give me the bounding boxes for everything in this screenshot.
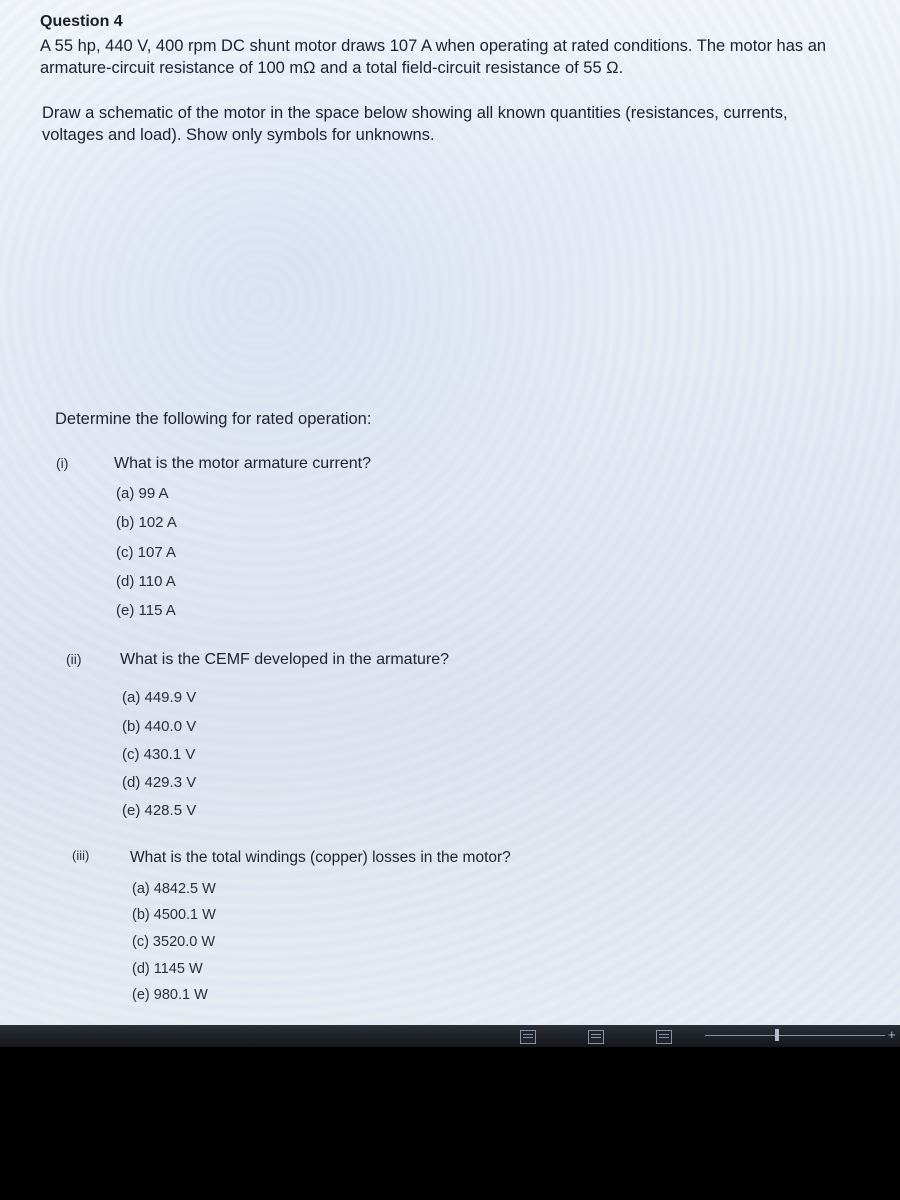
part-stem: What is the total windings (copper) losses in the motor? <box>130 849 511 866</box>
answer-option[interactable]: (e) 428.5 V <box>122 802 197 819</box>
zoom-in-button[interactable]: + <box>888 1027 896 1042</box>
part-number: (ii) <box>66 651 82 667</box>
answer-option[interactable]: (a) 4842.5 W <box>132 881 216 897</box>
zoom-slider[interactable] <box>705 1035 885 1036</box>
determine-heading: Determine the following for rated operation: <box>55 410 372 428</box>
answer-option[interactable]: (d) 1145 W <box>132 961 203 977</box>
question-text: A 55 hp, 440 V, 400 rpm DC shunt motor draws 107 A when operating at rated conditions. The motor has an armature-circuit resistance of 100 mΩ and a total field-circuit resistance of 55 Ω. <box>40 37 827 77</box>
answer-option[interactable]: (d) 110 A <box>116 573 176 590</box>
part-stem: What is the motor armature current? <box>114 455 371 472</box>
answer-option[interactable]: (c) 3520.0 W <box>132 934 215 950</box>
question-title: Question 4 <box>40 13 123 30</box>
answer-option[interactable]: (c) 430.1 V <box>122 746 196 763</box>
answer-option[interactable]: (e) 115 A <box>116 602 176 619</box>
part-number: (iii) <box>72 848 90 863</box>
zoom-slider-thumb[interactable] <box>775 1029 779 1041</box>
print-layout-icon[interactable] <box>588 1030 604 1044</box>
answer-option[interactable]: (b) 4500.1 W <box>132 907 216 923</box>
part-number: (i) <box>56 455 69 471</box>
part-stem: What is the CEMF developed in the armature? <box>120 651 450 668</box>
answer-option[interactable]: (b) 102 A <box>116 514 177 531</box>
answer-option[interactable]: (a) 449.9 V <box>122 689 197 706</box>
web-layout-icon[interactable] <box>656 1030 672 1044</box>
answer-option[interactable]: (b) 440.0 V <box>122 718 197 735</box>
read-mode-icon[interactable] <box>520 1030 536 1044</box>
status-bar <box>0 1025 900 1047</box>
answer-option[interactable]: (c) 107 A <box>116 544 177 561</box>
answer-option[interactable]: (a) 99 A <box>116 485 169 502</box>
answer-option[interactable]: (e) 980.1 W <box>132 987 208 1003</box>
instruction-text: Draw a schematic of the motor in the space below showing all known quantities (resistances, currents, voltages and load). Show only symbols for unknowns. <box>42 104 788 144</box>
answer-option[interactable]: (d) 429.3 V <box>122 774 197 791</box>
